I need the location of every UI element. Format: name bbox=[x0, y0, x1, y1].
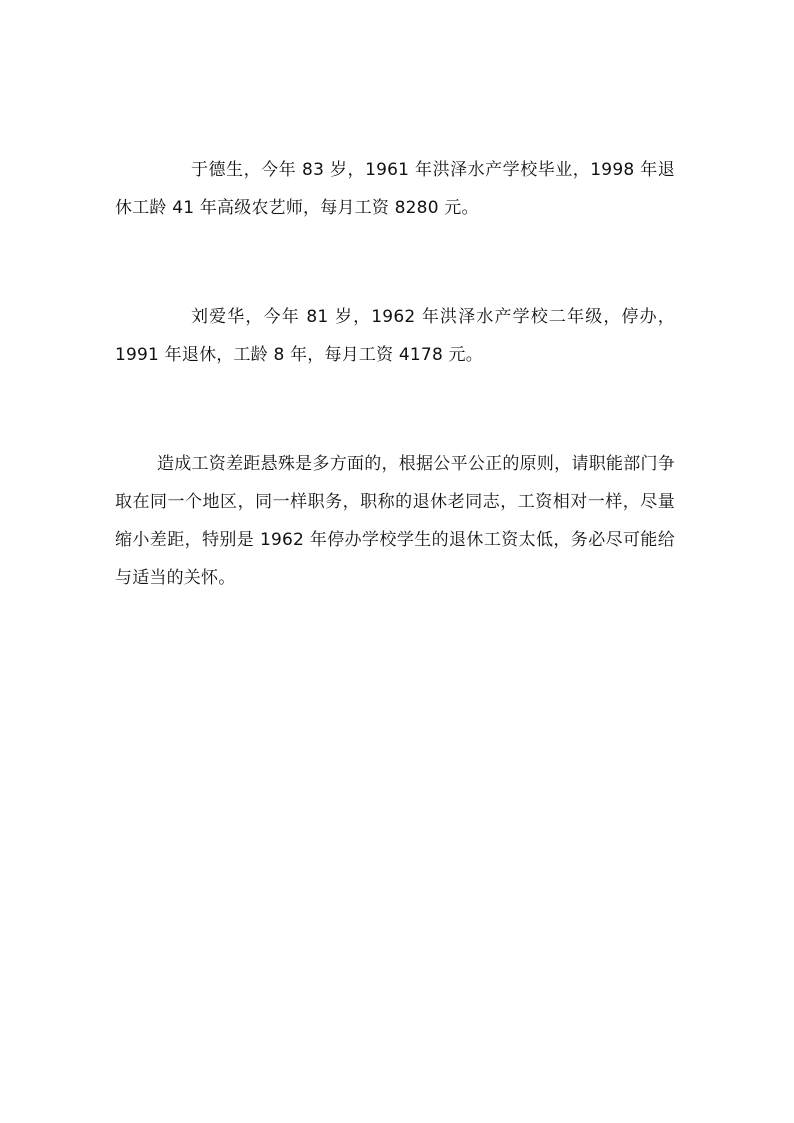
paragraph-liu-aihua: 刘爱华，今年 81 岁，1962 年洪泽水产学校二年级，停办，1991 年退休，工龄 8 年，每月工资 4178 元。 bbox=[115, 307, 675, 365]
paragraph-request: 造成工资差距悬殊是多方面的，根据公平公正的原则，请职能部门争取在同一个地区，同一样职务，职称的退休老同志，工资相对一样，尽量缩小差距，特别是 1962 年停办学校学生的退休工资太低，务必尽可能给与适当的关怀。 bbox=[115, 454, 675, 588]
paragraph-yu-desheng: 于德生，今年 83 岁，1961 年洪泽水产学校毕业，1998 年退休工龄 41 年高级农艺师，每月工资 8280 元。 bbox=[115, 160, 675, 218]
